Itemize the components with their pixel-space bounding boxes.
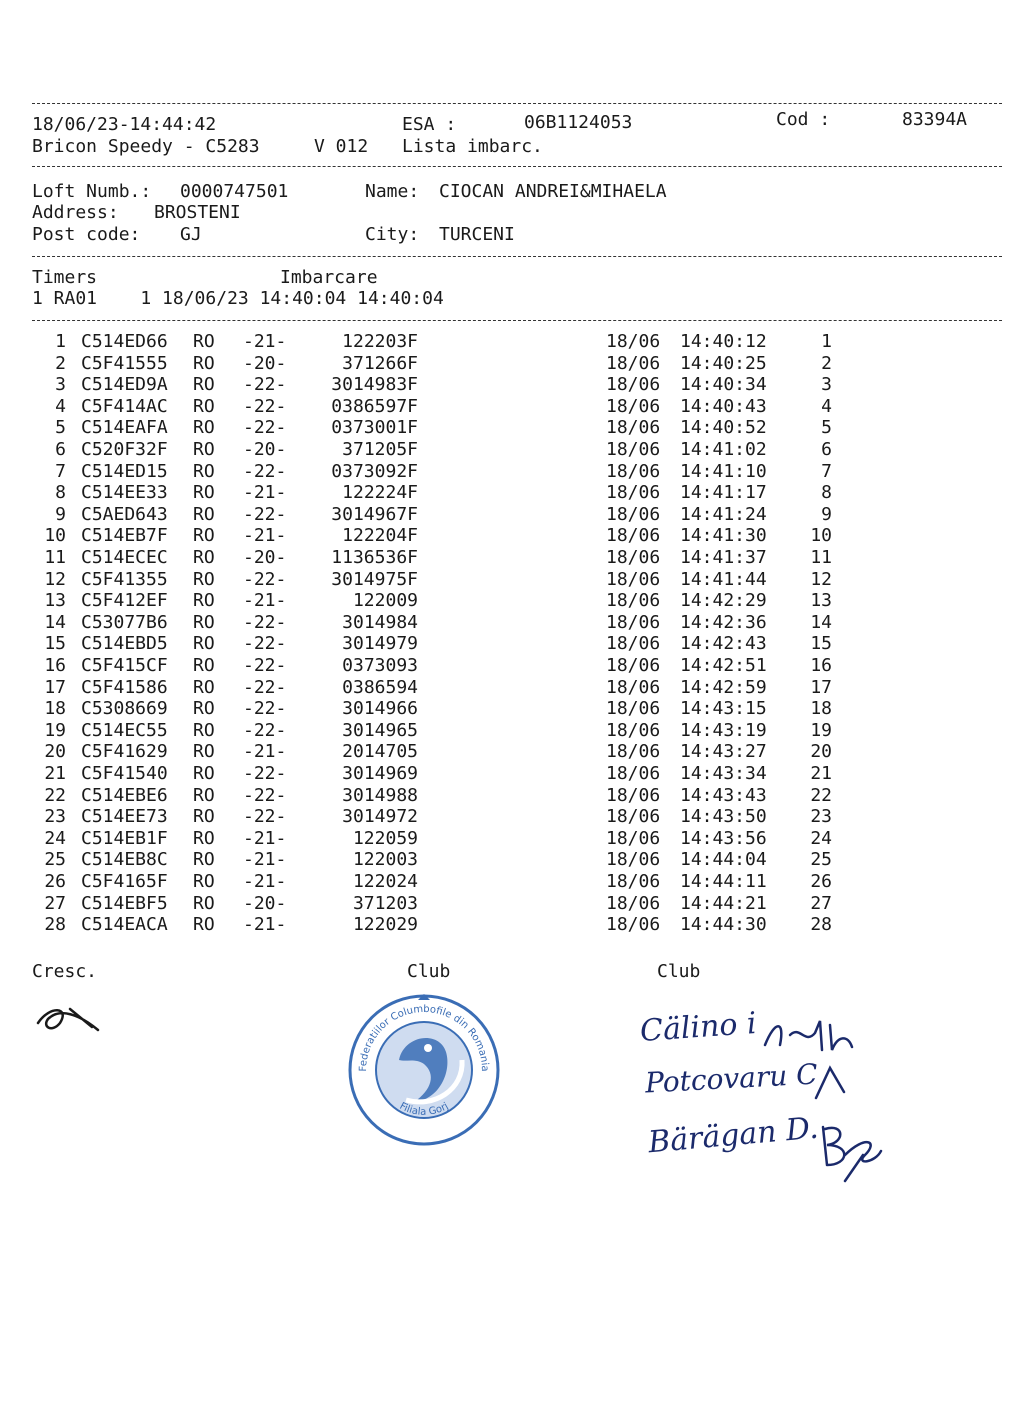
ring-number: 0386597F — [331, 395, 418, 417]
ring-number: 3014988 — [342, 784, 418, 806]
country-code: RO — [193, 827, 215, 849]
ring-number: 371205F — [342, 439, 418, 460]
basket-time: 14:43:43 — [680, 784, 767, 806]
ring-code: C5F41355 — [81, 568, 168, 590]
position: 18 — [810, 698, 832, 720]
basket-time: 14:44:04 — [680, 849, 767, 871]
basket-time: 14:41:02 — [680, 439, 767, 460]
basket-time: 14:42:59 — [680, 676, 767, 698]
position: 10 — [810, 525, 832, 547]
ring-code: C514EAFA — [81, 417, 168, 439]
table-row — [0, 525, 1024, 547]
row-number: 25 — [44, 849, 66, 871]
ring-code: C514EB7F — [81, 525, 168, 547]
basket-time: 14:42:36 — [680, 611, 767, 633]
ring-year: -22- — [243, 503, 287, 525]
timers-label: Timers — [32, 267, 98, 288]
country-code: RO — [193, 806, 215, 828]
table-row — [0, 893, 1024, 915]
basket-time: 14:43:56 — [680, 827, 767, 849]
position: 7 — [821, 460, 832, 482]
ring-year: -22- — [243, 806, 287, 828]
ring-code: C5308669 — [81, 698, 168, 720]
basket-date: 18/06 — [606, 352, 661, 374]
table-row — [0, 914, 1024, 936]
ring-number: 122024 — [352, 871, 418, 892]
table-row — [0, 849, 1024, 871]
ring-code: C514EE33 — [81, 482, 168, 504]
ring-year: -22- — [243, 763, 287, 784]
basket-time: 14:41:37 — [680, 547, 767, 568]
position: 22 — [810, 784, 832, 806]
club-stamp — [344, 990, 504, 1150]
name-label: Name: — [365, 181, 420, 202]
ring-year: -22- — [243, 568, 287, 590]
country-code: RO — [193, 590, 215, 612]
table-row — [0, 871, 1024, 893]
basket-date: 18/06 — [606, 719, 661, 741]
row-number: 15 — [44, 633, 66, 655]
country-code: RO — [193, 417, 215, 439]
country-code: RO — [193, 352, 215, 374]
country-code: RO — [193, 871, 215, 892]
ring-code: C5F412EF — [81, 590, 168, 612]
ring-year: -22- — [243, 784, 287, 806]
ring-year: -22- — [243, 460, 287, 482]
basket-date: 18/06 — [606, 827, 661, 849]
row-number: 9 — [55, 503, 66, 525]
basket-date: 18/06 — [606, 395, 661, 417]
handwritten-name: Potcovaru C — [644, 1057, 819, 1100]
ring-number: 2014705 — [342, 741, 418, 763]
ring-number: 3014975F — [331, 568, 418, 590]
basket-time: 14:41:44 — [680, 568, 767, 590]
basket-date: 18/06 — [606, 611, 661, 633]
basket-date: 18/06 — [606, 633, 661, 655]
basket-time: 14:43:27 — [680, 741, 767, 763]
ring-number: 122029 — [352, 914, 418, 936]
position: 23 — [810, 806, 832, 828]
ring-number: 3014966 — [342, 698, 418, 720]
position: 12 — [810, 568, 832, 590]
country-code: RO — [193, 741, 215, 763]
ring-year: -21- — [243, 482, 287, 504]
ring-year: -21- — [243, 331, 287, 352]
ring-code: C514EE73 — [81, 806, 168, 828]
city-value: TURCENI — [439, 224, 515, 245]
table-row — [0, 439, 1024, 461]
row-number: 28 — [44, 914, 66, 936]
table-row — [0, 590, 1024, 612]
basket-date: 18/06 — [606, 547, 661, 568]
table-row — [0, 547, 1024, 569]
basket-date: 18/06 — [606, 655, 661, 676]
ring-number: 122009 — [352, 590, 418, 612]
basket-time: 14:44:11 — [680, 871, 767, 892]
row-number: 23 — [44, 806, 66, 828]
ring-code: C5F41629 — [81, 741, 168, 763]
basket-time: 14:43:34 — [680, 763, 767, 784]
handwritten-mark — [810, 1062, 850, 1102]
ring-code: C5F4165F — [81, 871, 168, 892]
ring-code: C5F41540 — [81, 763, 168, 784]
basket-time: 14:42:43 — [680, 633, 767, 655]
city-label: City: — [365, 224, 420, 245]
country-code: RO — [193, 482, 215, 504]
ring-number: 3014969 — [342, 763, 418, 784]
row-number: 3 — [55, 374, 66, 396]
ring-code: C514EBE6 — [81, 784, 168, 806]
position: 20 — [810, 741, 832, 763]
ring-year: -21- — [243, 741, 287, 763]
ring-number: 0373001F — [331, 417, 418, 439]
position: 13 — [810, 590, 832, 612]
esa-label: ESA : — [402, 114, 457, 135]
row-number: 2 — [55, 352, 66, 374]
ring-code: C514EBF5 — [81, 892, 168, 914]
ring-year: -20- — [243, 547, 287, 568]
position: 19 — [810, 719, 832, 741]
table-row — [0, 396, 1024, 418]
table-row — [0, 417, 1024, 439]
basket-time: 14:40:12 — [680, 331, 767, 352]
basket-time: 14:43:15 — [680, 698, 767, 720]
row-number: 16 — [44, 655, 66, 676]
country-code: RO — [193, 395, 215, 417]
ring-year: -22- — [243, 374, 287, 396]
table-row — [0, 461, 1024, 483]
ring-year: -21- — [243, 914, 287, 936]
table-row — [0, 569, 1024, 591]
basket-date: 18/06 — [606, 914, 661, 936]
position: 5 — [821, 417, 832, 439]
position: 1 — [821, 331, 832, 352]
ring-number: 122224F — [342, 482, 418, 504]
position: 27 — [810, 892, 832, 914]
position: 11 — [810, 547, 832, 568]
position: 28 — [810, 914, 832, 936]
country-code: RO — [193, 503, 215, 525]
country-code: RO — [193, 719, 215, 741]
row-number: 18 — [44, 698, 66, 720]
row-number: 17 — [44, 676, 66, 698]
stamp-text-top: Federatiilor Columbofile din Romania — [357, 1003, 491, 1072]
position: 21 — [810, 763, 832, 784]
country-code: RO — [193, 331, 215, 352]
basket-date: 18/06 — [606, 525, 661, 547]
country-code: RO — [193, 698, 215, 720]
basket-time: 14:40:52 — [680, 417, 767, 439]
basket-date: 18/06 — [606, 460, 661, 482]
table-row — [0, 828, 1024, 850]
ring-year: -21- — [243, 849, 287, 871]
ring-year: -22- — [243, 395, 287, 417]
table-row — [0, 353, 1024, 375]
ring-year: -21- — [243, 827, 287, 849]
ring-year: -21- — [243, 525, 287, 547]
basket-time: 14:40:43 — [680, 395, 767, 417]
table-row — [0, 806, 1024, 828]
basket-date: 18/06 — [606, 331, 661, 352]
postcode-value: GJ — [180, 224, 202, 245]
ring-number: 3014983F — [331, 374, 418, 396]
divider — [32, 320, 1002, 321]
basket-date: 18/06 — [606, 590, 661, 612]
print-datetime: 18/06/23-14:44:42 — [32, 114, 217, 135]
basket-date: 18/06 — [606, 784, 661, 806]
ring-code: C5F415CF — [81, 655, 168, 676]
basket-time: 14:42:29 — [680, 590, 767, 612]
timer-line: 1 RA01 1 18/06/23 14:40:04 14:40:04 — [32, 288, 444, 309]
country-code: RO — [193, 525, 215, 547]
row-number: 5 — [55, 417, 66, 439]
divider — [32, 103, 1002, 104]
ring-year: -21- — [243, 590, 287, 612]
row-number: 21 — [44, 763, 66, 784]
handwritten-name: Bärägan D. — [646, 1110, 820, 1161]
ring-code: C514EACA — [81, 914, 168, 936]
row-number: 6 — [55, 439, 66, 460]
basket-date: 18/06 — [606, 482, 661, 504]
address-value: BROSTENI — [154, 202, 241, 223]
ring-year: -21- — [243, 871, 287, 892]
ring-year: -20- — [243, 352, 287, 374]
basket-time: 14:41:10 — [680, 460, 767, 482]
stamp-text-bottom: Filiala Gorj — [397, 1100, 451, 1118]
basket-date: 18/06 — [606, 806, 661, 828]
address-label: Address: — [32, 202, 119, 223]
basket-date: 18/06 — [606, 676, 661, 698]
ring-number: 3014972 — [342, 806, 418, 828]
table-row — [0, 763, 1024, 785]
country-code: RO — [193, 655, 215, 676]
basket-date: 18/06 — [606, 849, 661, 871]
table-row — [0, 720, 1024, 742]
row-number: 11 — [44, 547, 66, 568]
basket-date: 18/06 — [606, 503, 661, 525]
ring-number: 1136536F — [331, 547, 418, 568]
ring-year: -22- — [243, 719, 287, 741]
position: 25 — [810, 849, 832, 871]
ring-number: 3014965 — [342, 719, 418, 741]
country-code: RO — [193, 892, 215, 914]
basket-date: 18/06 — [606, 374, 661, 396]
row-number: 14 — [44, 611, 66, 633]
ring-code: C520F32F — [81, 439, 168, 460]
row-number: 26 — [44, 871, 66, 892]
ring-number: 3014967F — [331, 503, 418, 525]
basket-time: 14:43:19 — [680, 719, 767, 741]
handwritten-signature — [760, 1015, 860, 1060]
position: 15 — [810, 633, 832, 655]
ring-year: -22- — [243, 417, 287, 439]
position: 3 — [821, 374, 832, 396]
device-name: Bricon Speedy - C5283 — [32, 136, 260, 157]
table-row — [0, 504, 1024, 526]
breeder-signature — [30, 995, 110, 1040]
position: 9 — [821, 503, 832, 525]
loft-number: 0000747501 — [180, 181, 289, 202]
table-row — [0, 677, 1024, 699]
position: 24 — [810, 827, 832, 849]
ring-number: 122203F — [342, 331, 418, 352]
ring-number: 122059 — [352, 827, 418, 849]
ring-number: 122003 — [352, 849, 418, 871]
ring-code: C514EBD5 — [81, 633, 168, 655]
position: 14 — [810, 611, 832, 633]
basket-time: 14:44:21 — [680, 892, 767, 914]
table-row — [0, 612, 1024, 634]
ring-code: C514EC55 — [81, 719, 168, 741]
position: 2 — [821, 352, 832, 374]
row-number: 24 — [44, 827, 66, 849]
ring-code: C5F41555 — [81, 352, 168, 374]
ring-number: 0373093 — [342, 655, 418, 676]
row-number: 13 — [44, 590, 66, 612]
row-number: 1 — [55, 331, 66, 352]
basket-time: 14:42:51 — [680, 655, 767, 676]
ring-year: -20- — [243, 892, 287, 914]
country-code: RO — [193, 763, 215, 784]
country-code: RO — [193, 849, 215, 871]
document-type: Lista imbarc. — [402, 136, 543, 157]
country-code: RO — [193, 547, 215, 568]
ring-code: C5F414AC — [81, 395, 168, 417]
country-code: RO — [193, 914, 215, 936]
ring-year: -22- — [243, 611, 287, 633]
ring-code: C514ED9A — [81, 374, 168, 396]
table-row — [0, 741, 1024, 763]
position: 16 — [810, 655, 832, 676]
position: 4 — [821, 395, 832, 417]
position: 6 — [821, 439, 832, 460]
country-code: RO — [193, 611, 215, 633]
imbarcare-label: Imbarcare — [280, 267, 378, 288]
ring-year: -20- — [243, 439, 287, 460]
ring-code: C514EB1F — [81, 827, 168, 849]
table-row — [0, 633, 1024, 655]
cod-value: 83394A — [902, 109, 968, 130]
basket-date: 18/06 — [606, 892, 661, 914]
basket-date: 18/06 — [606, 741, 661, 763]
basket-time: 14:40:25 — [680, 352, 767, 374]
ring-number: 0386594 — [342, 676, 418, 698]
basket-time: 14:41:17 — [680, 482, 767, 504]
basket-date: 18/06 — [606, 439, 661, 460]
row-number: 19 — [44, 719, 66, 741]
basket-time: 14:41:24 — [680, 503, 767, 525]
ring-year: -22- — [243, 698, 287, 720]
ring-code: C53077B6 — [81, 611, 168, 633]
country-code: RO — [193, 439, 215, 460]
ring-year: -22- — [243, 676, 287, 698]
basket-time: 14:43:50 — [680, 806, 767, 828]
table-row — [0, 698, 1024, 720]
divider — [32, 166, 1002, 167]
table-row — [0, 655, 1024, 677]
esa-value: 06B1124053 — [524, 112, 633, 133]
position: 8 — [821, 482, 832, 504]
row-number: 7 — [55, 460, 66, 482]
ring-code: C5F41586 — [81, 676, 168, 698]
cod-label: Cod : — [776, 109, 831, 130]
ring-code: C5AED643 — [81, 503, 168, 525]
ring-code: C514EB8C — [81, 849, 168, 871]
table-row — [0, 482, 1024, 504]
handwritten-name: Cälino i — [638, 1005, 758, 1050]
club-label: Club — [657, 961, 701, 982]
ring-number: 3014984 — [342, 611, 418, 633]
ring-number: 0373092F — [331, 460, 418, 482]
postcode-label: Post code: — [32, 224, 141, 245]
country-code: RO — [193, 633, 215, 655]
basket-date: 18/06 — [606, 417, 661, 439]
basket-date: 18/06 — [606, 568, 661, 590]
position: 17 — [810, 676, 832, 698]
basket-time: 14:41:30 — [680, 525, 767, 547]
row-number: 4 — [55, 395, 66, 417]
country-code: RO — [193, 374, 215, 396]
country-code: RO — [193, 784, 215, 806]
cresc-label: Cresc. — [32, 961, 98, 982]
ring-code: C514ED66 — [81, 331, 168, 352]
ring-number: 122204F — [342, 525, 418, 547]
divider — [32, 256, 1002, 257]
club-label: Club — [407, 961, 451, 982]
table-row — [0, 785, 1024, 807]
ring-code: C514ECEC — [81, 547, 168, 568]
ring-number: 371266F — [342, 352, 418, 374]
device-version: V 012 — [314, 136, 369, 157]
row-number: 20 — [44, 741, 66, 763]
ring-number: 371203 — [352, 892, 418, 914]
table-row — [0, 374, 1024, 396]
owner-name: CIOCAN ANDREI&MIHAELA — [439, 181, 667, 202]
basket-date: 18/06 — [606, 871, 661, 892]
handwritten-signature — [815, 1115, 885, 1185]
row-number: 10 — [44, 525, 66, 547]
basket-time: 14:40:34 — [680, 374, 767, 396]
position: 26 — [810, 871, 832, 892]
loft-label: Loft Numb.: — [32, 181, 152, 202]
basket-date: 18/06 — [606, 763, 661, 784]
country-code: RO — [193, 568, 215, 590]
ring-code: C514ED15 — [81, 460, 168, 482]
row-number: 22 — [44, 784, 66, 806]
ring-year: -22- — [243, 633, 287, 655]
table-row — [0, 331, 1024, 353]
ring-number: 3014979 — [342, 633, 418, 655]
row-number: 12 — [44, 568, 66, 590]
row-number: 27 — [44, 892, 66, 914]
basket-date: 18/06 — [606, 698, 661, 720]
basket-time: 14:44:30 — [680, 914, 767, 936]
ring-year: -22- — [243, 655, 287, 676]
country-code: RO — [193, 676, 215, 698]
row-number: 8 — [55, 482, 66, 504]
country-code: RO — [193, 460, 215, 482]
